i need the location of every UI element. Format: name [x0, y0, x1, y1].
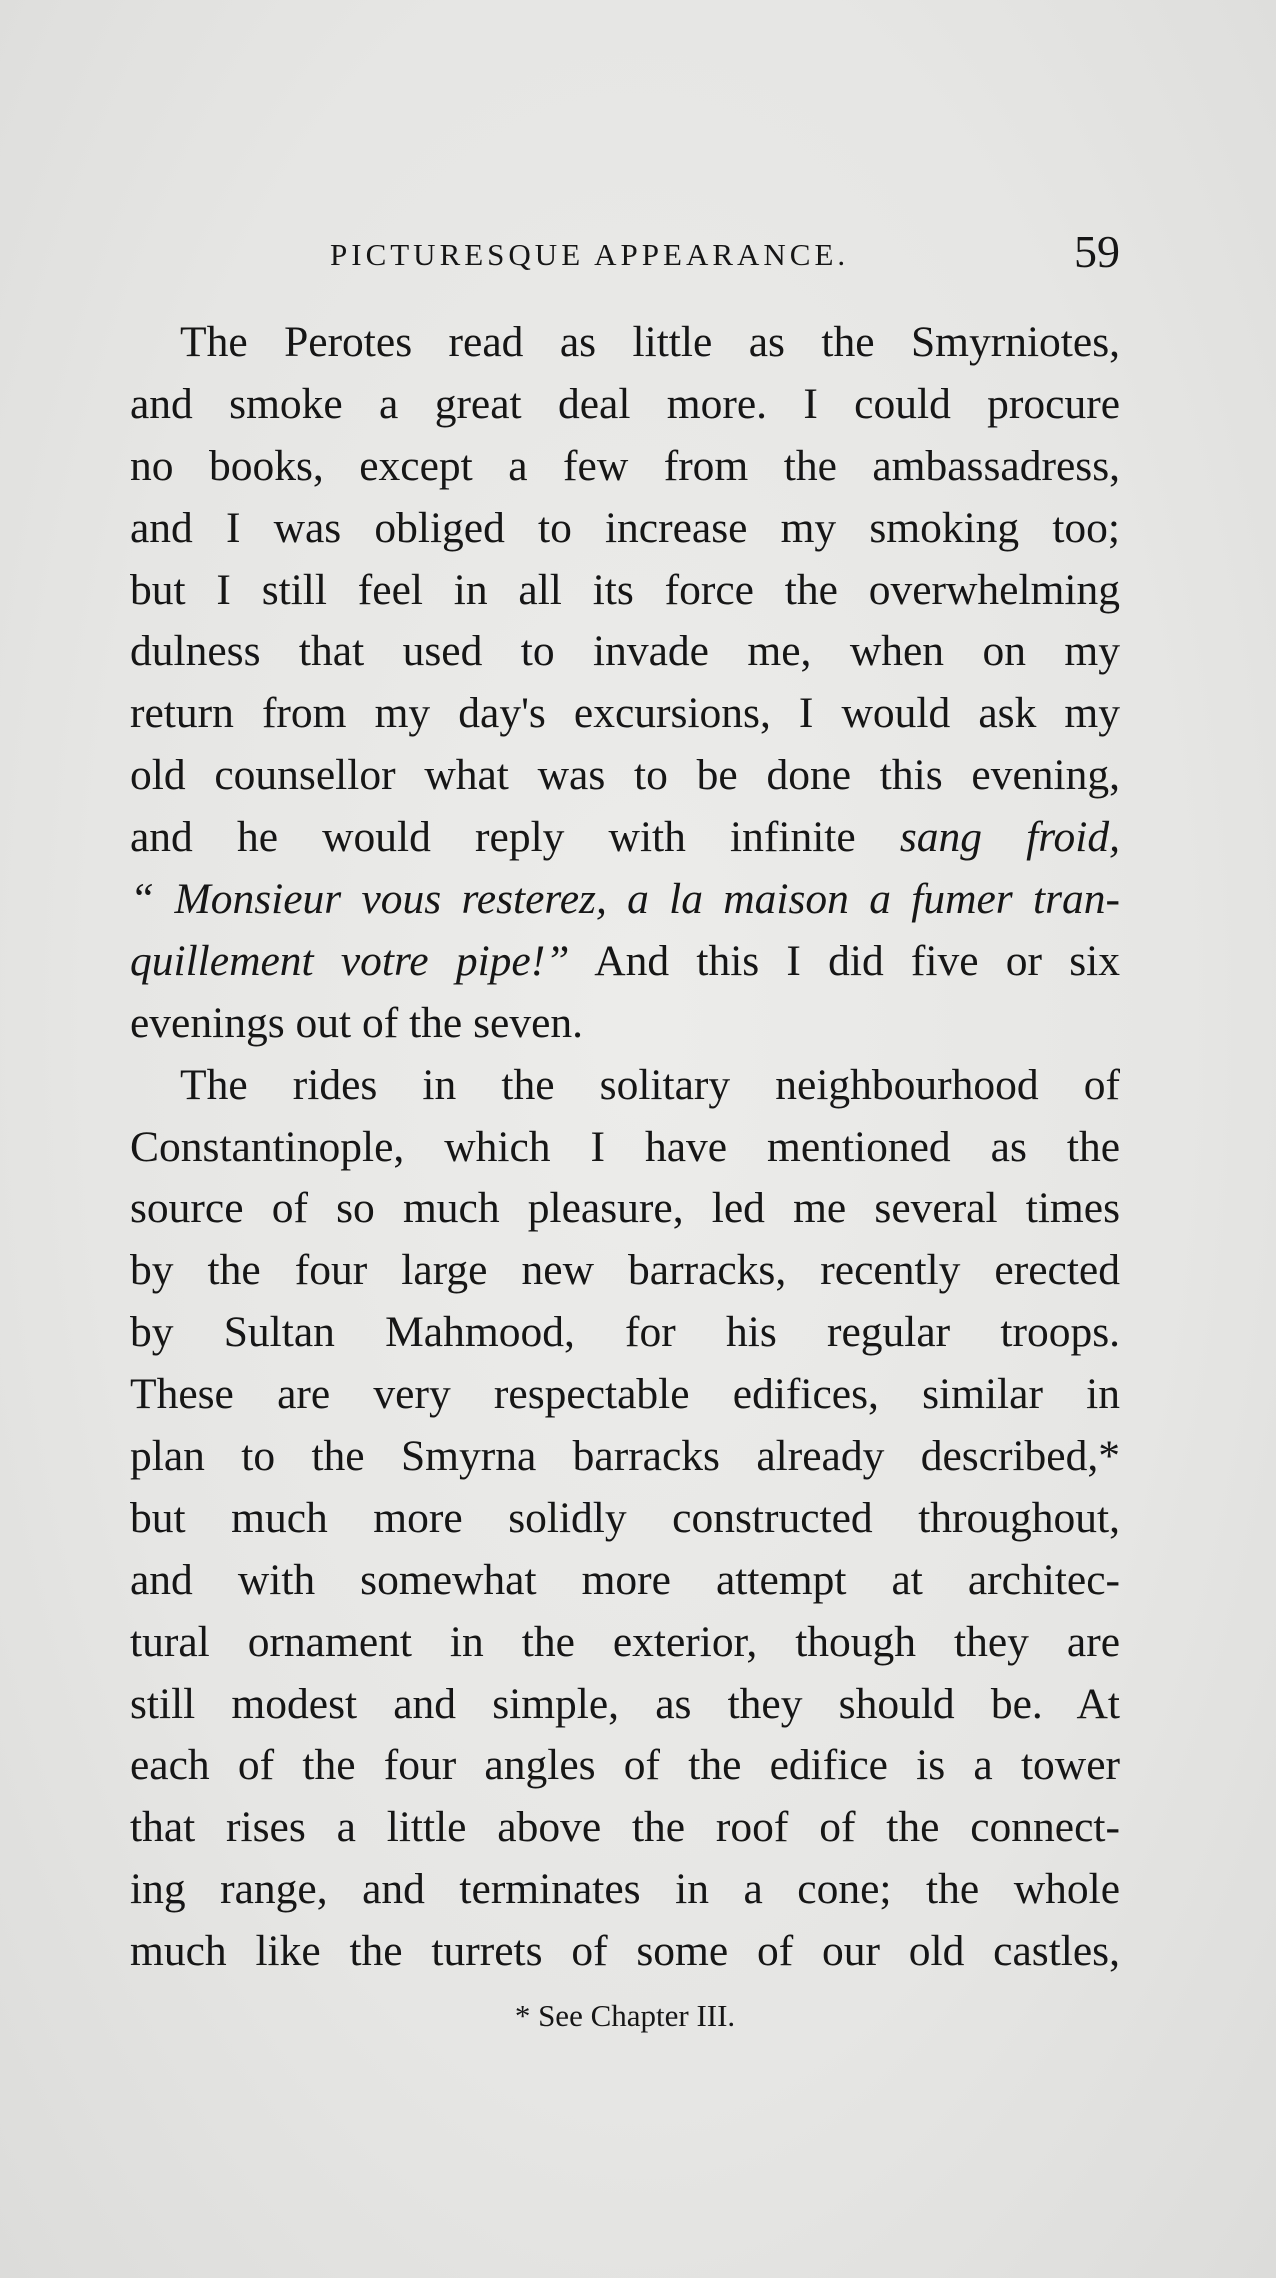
text-line: ing range, and terminates in a cone; the whole: [130, 1865, 1120, 1914]
text-line: and I was obliged to increase my smoking too;: [130, 503, 1120, 552]
text-line: These are very respectable edifices, similar in: [130, 1370, 1120, 1419]
text-line: The rides in the solitary neighbourhood of: [180, 1060, 1120, 1109]
text-line: The Perotes read as little as the Smyrniotes,: [180, 318, 1120, 366]
text-line: source of so much pleasure, led me several times: [130, 1184, 1120, 1233]
text-line: but much more solidly constructed throughout,: [130, 1493, 1120, 1542]
text-span: And this I did five or six: [569, 936, 1120, 985]
italic-phrase: quillement votre pipe!”: [130, 936, 570, 985]
text-line: evenings out of the seven.: [130, 998, 584, 1047]
text-line: and with somewhat more attempt at architec-: [130, 1555, 1120, 1604]
text-line: and smoke a great deal more. I could procure: [130, 379, 1120, 428]
text-line: [130, 931, 1120, 993]
italic-phrase: sang froid,: [899, 813, 1120, 862]
text-line: that rises a little above the roof of the connect-: [130, 1803, 1120, 1852]
text-span: and he would reply with infinite: [130, 813, 900, 862]
text-line: Constantinople, which I have mentioned as the: [130, 1122, 1120, 1171]
page-number: 59: [1074, 226, 1120, 277]
text-line: [130, 869, 1120, 931]
text-line: no books, except a few from the ambassadress,: [130, 441, 1120, 490]
text-line: old counsellor what was to be done this evening,: [130, 751, 1120, 800]
text-line: plan to the Smyrna barracks already described,*: [130, 1432, 1120, 1481]
text-line: by the four large new barracks, recently erected: [130, 1246, 1120, 1295]
running-head: [130, 225, 1120, 285]
text-line: dulness that used to invade me, when on my: [130, 627, 1120, 676]
text-line: [130, 807, 1120, 869]
running-title: PICTURESQUE APPEARANCE.: [330, 237, 850, 272]
text-line: tural ornament in the exterior, though they are: [130, 1617, 1120, 1666]
text-line: each of the four angles of the edifice is a tower: [130, 1741, 1120, 1790]
text-line: much like the turrets of some of our old castles,: [130, 1927, 1120, 1976]
text-line: but I still feel in all its force the overwhelming: [130, 565, 1120, 614]
text-line: return from my day's excursions, I would ask my: [130, 689, 1120, 738]
body-text: [130, 312, 1120, 1983]
italic-phrase: “ Monsieur vous resterez, a la maison a fumer tran-: [130, 875, 1120, 924]
text-line: by Sultan Mahmood, for his regular troops.: [130, 1308, 1120, 1357]
text-line: still modest and simple, as they should be. At: [130, 1679, 1120, 1728]
footnote: * See Chapter III.: [514, 1998, 736, 2033]
